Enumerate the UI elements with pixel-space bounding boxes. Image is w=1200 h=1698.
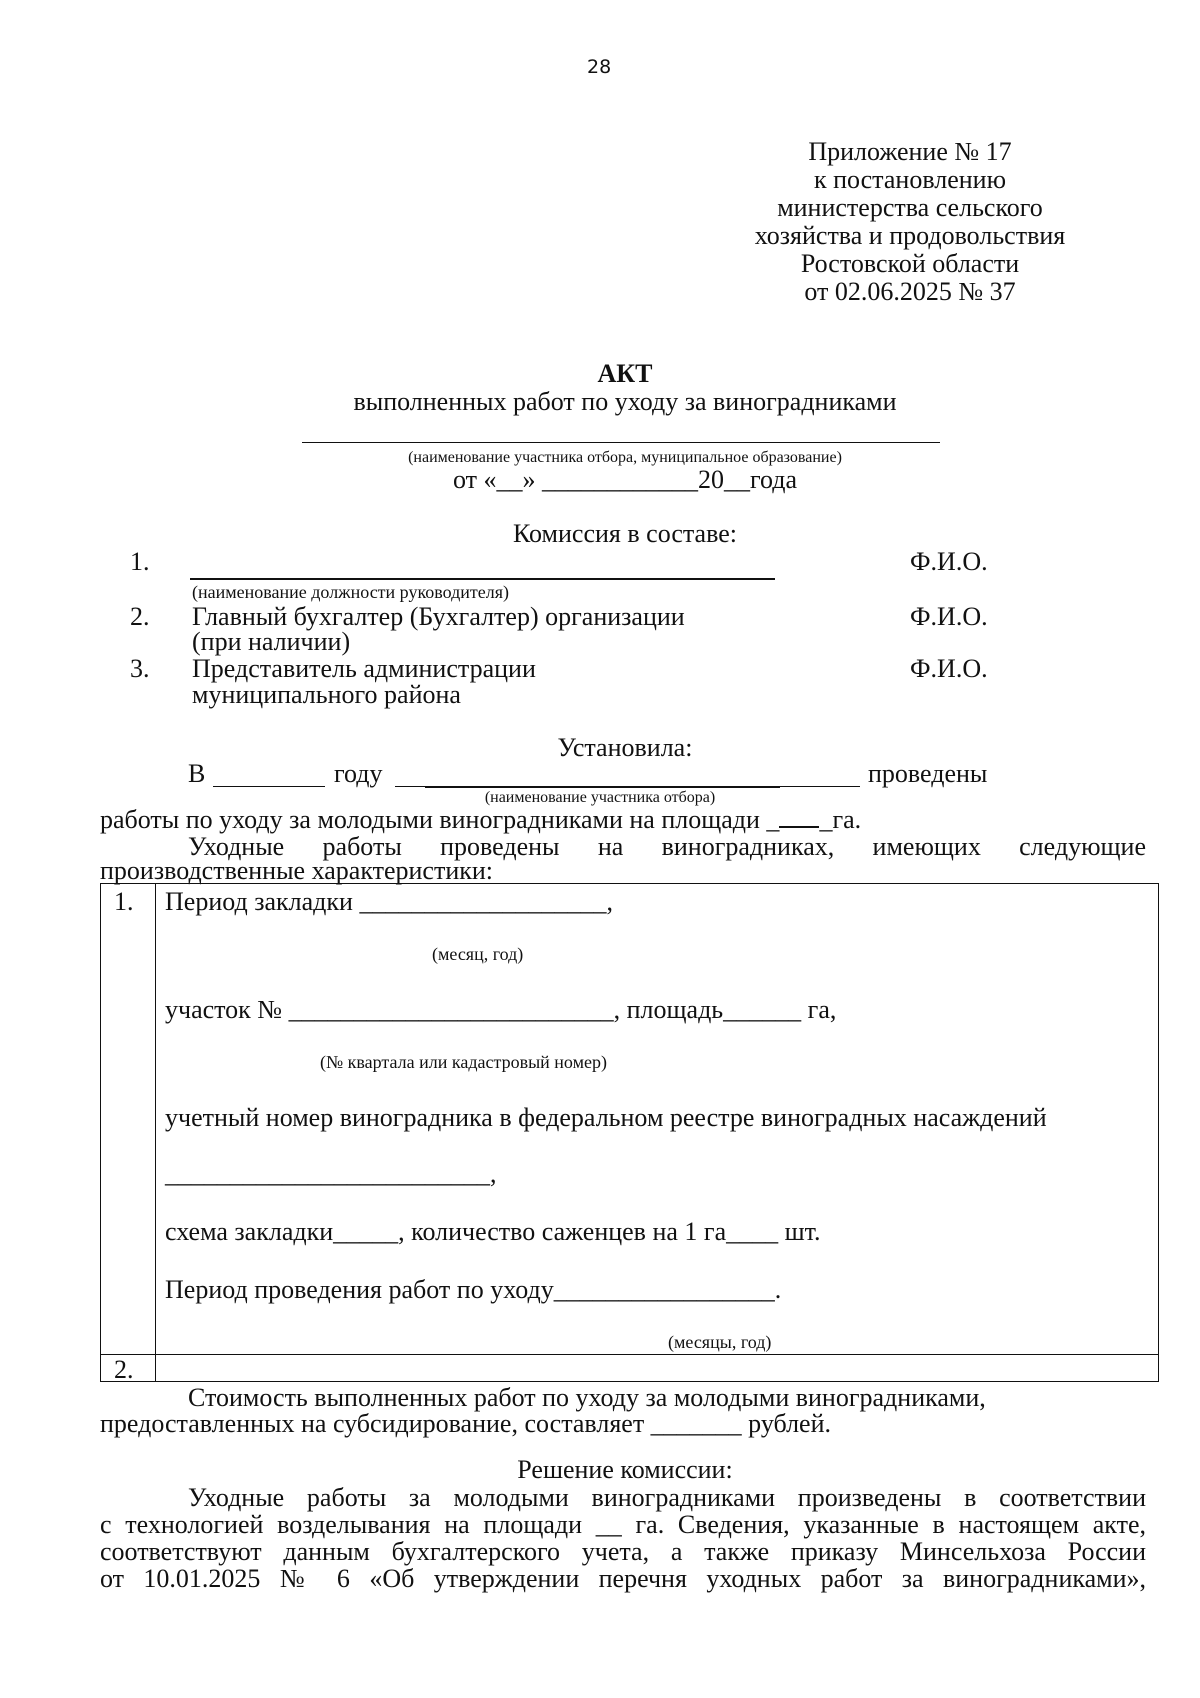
member-number: 1.: [130, 547, 150, 576]
planting-scheme: схема закладки_____, количество саженцев на 1 га____ шт.: [165, 1217, 821, 1246]
appendix-line: Ростовской области: [800, 249, 1020, 278]
act-heading: АКТ: [597, 359, 653, 388]
appendix-line: министерства сельского: [777, 193, 1043, 222]
area-line: [100, 806, 861, 834]
table-row-divider: [100, 1354, 1159, 1355]
member-position-line2: муниципального района: [192, 680, 461, 709]
participant-caption-2: (наименование участника отбора): [484, 789, 716, 806]
cost-line1: Стоимость выполненных работ по уходу за молодыми виноградниками,: [188, 1383, 986, 1412]
planting-period-caption: (месяц, год): [432, 944, 524, 964]
area-text: работы по уходу за молодыми виноградниками на площади _: [100, 805, 780, 834]
cost-line2: предоставленных на субсидирование, составляет _______ рублей.: [100, 1409, 832, 1438]
plot-caption: (№ квартала или кадастровый номер): [320, 1052, 607, 1072]
appendix-block: [720, 138, 1100, 306]
participant-blank-line: [302, 442, 940, 443]
decision-line1: Уходные работы за молодыми виноградниками произведены в соответствии: [188, 1483, 1146, 1512]
characteristics-paragraph-line2: производственные характеристики:: [100, 856, 494, 885]
characteristics-paragraph-line1: Уходные работы проведены на виноградниках, имеющих следующие: [188, 832, 1146, 861]
page-number: 28: [587, 56, 612, 78]
member-position: Представитель администрации: [192, 654, 536, 683]
area-blank: [779, 806, 819, 828]
participant-caption: (наименование участника отбора, муниципальное образование): [408, 449, 842, 466]
position-blank-line: [190, 578, 775, 580]
participant-blank-bold: [425, 786, 780, 788]
appendix-line: к постановлению: [813, 165, 1007, 194]
year-blank-line: [213, 786, 325, 787]
appendix-line: Приложение № 17: [808, 137, 1012, 166]
appendix-line: хозяйства и продовольствия: [754, 221, 1066, 250]
position-caption: (наименование должности руководителя): [192, 582, 510, 602]
appendix-line: от 02.06.2025 № 37: [804, 277, 1016, 306]
table-column-divider: [155, 883, 156, 1382]
decision-line4: от 10.01.2025 № 6 «Об утверждении перечня уходных работ за виноградниками»,: [100, 1564, 1146, 1593]
member-number: 3.: [130, 654, 150, 683]
decision-line3: соответствуют данным бухгалтерского учета, а также приказу Минсельхоза России: [100, 1537, 1146, 1566]
year-word: году: [334, 759, 383, 788]
area-unit: _га.: [819, 805, 862, 834]
table-row-number: 2.: [114, 1355, 134, 1384]
act-subtitle: выполненных работ по уходу за виноградниками: [353, 387, 897, 416]
member-number: 2.: [130, 602, 150, 631]
conducted-word: проведены: [868, 759, 988, 788]
plot-number: участок № _________________________, площадь______ га,: [165, 995, 837, 1024]
member-position-note: (при наличии): [192, 627, 351, 656]
year-label: В: [188, 759, 206, 788]
established-heading: Установила:: [557, 733, 693, 762]
member-fio: Ф.И.О.: [910, 654, 988, 683]
act-date-line: от «__» ____________20__года: [452, 465, 798, 494]
care-period-caption: (месяцы, год): [668, 1332, 772, 1352]
decision-heading: Решение комиссии:: [517, 1455, 733, 1484]
registry-blank: _________________________,: [165, 1159, 497, 1188]
commission-heading: Комиссия в составе:: [513, 519, 737, 548]
characteristics-table: [100, 883, 1159, 1382]
member-fio: Ф.И.О.: [910, 547, 988, 576]
member-fio: Ф.И.О.: [910, 602, 988, 631]
table-row-number: 1.: [114, 887, 134, 916]
planting-period: Период закладки ___________________,: [165, 887, 613, 916]
registry-number: учетный номер виноградника в федеральном реестре виноградных насаждений: [165, 1103, 1047, 1132]
care-period: Период проведения работ по уходу_________________.: [165, 1275, 782, 1304]
member-position: Главный бухгалтер (Бухгалтер) организации: [192, 602, 685, 631]
decision-line2: с технологией возделывания на площади __ га. Сведения, указанные в настоящем акте,: [100, 1510, 1146, 1539]
